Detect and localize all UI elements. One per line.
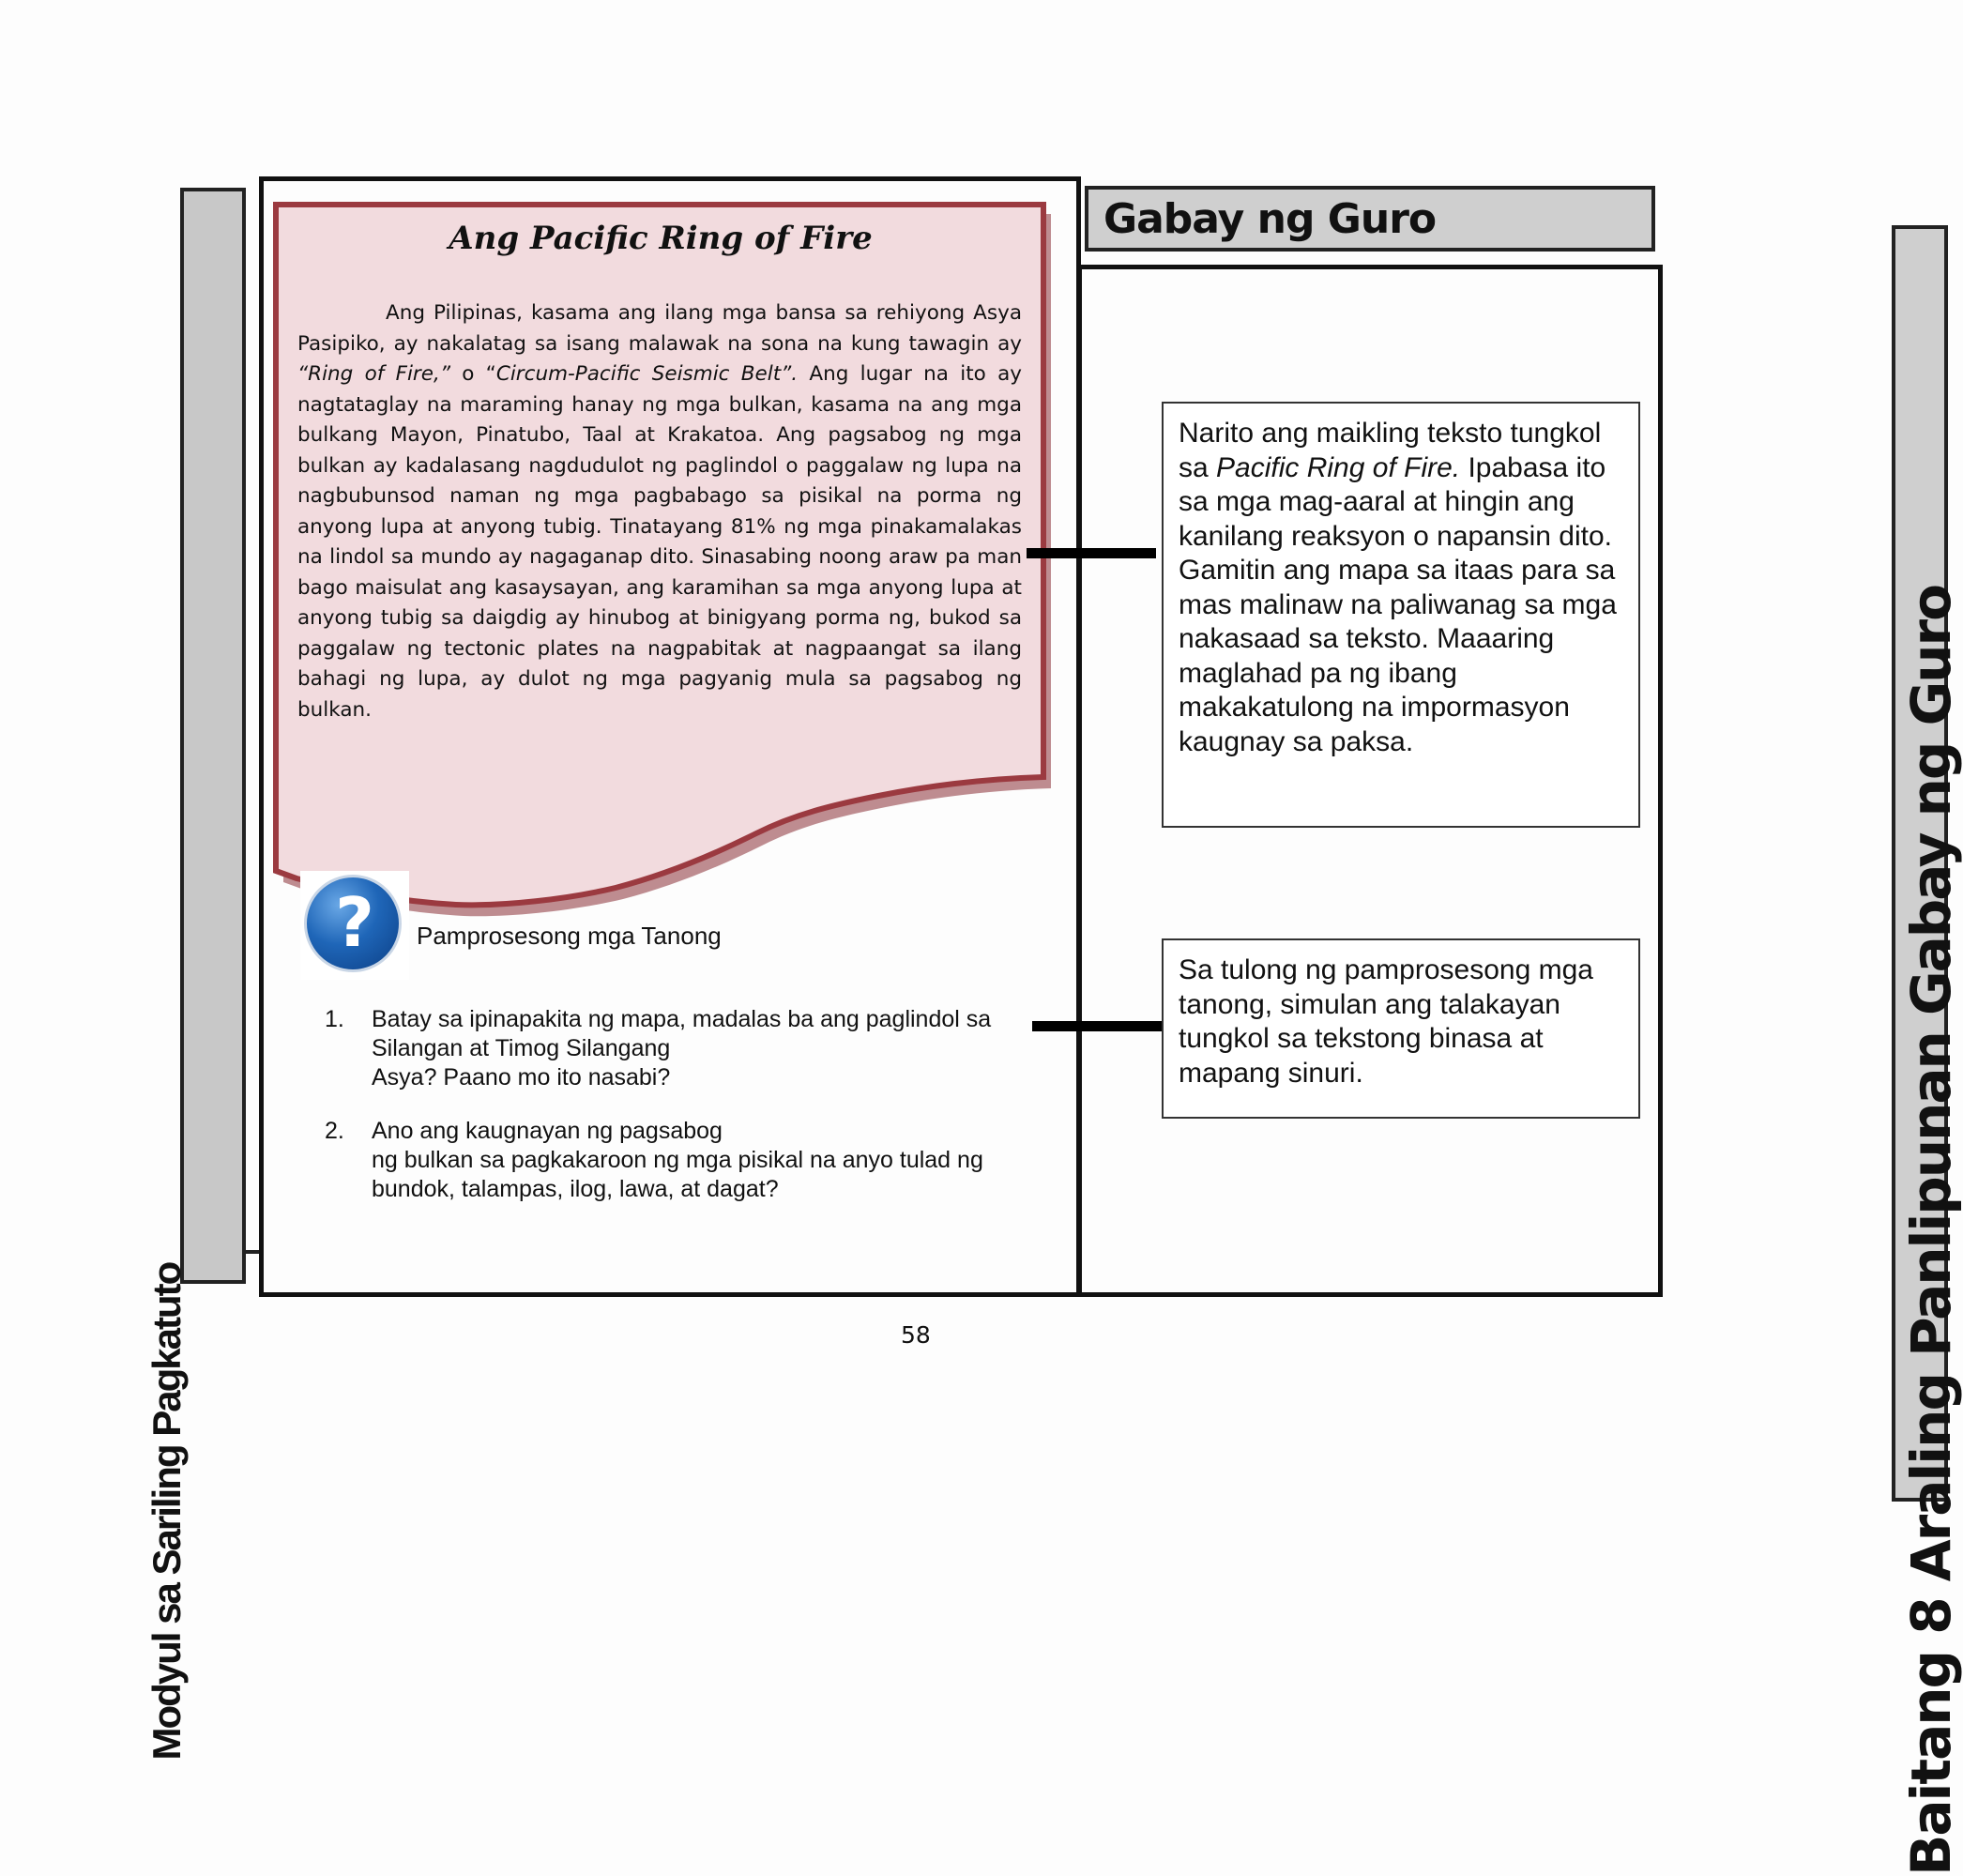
process-questions-title: Pamprosesong mga Tanong: [417, 922, 722, 950]
note-connector-1: [1027, 548, 1156, 558]
reading-paragraph: Ang Pilipinas, kasama ang ilang mga bansa sa rehiyong Asya Pasipiko, ay nakalatag sa isang malawak na sona na kung tawagin ay “Ring of Fire,” o “Circum-Pacific Seismic Belt”. Ang lugar na ito ay nagtataglay na maraming hanay ng mga bulkan, kasama na ang mga bulkang Mayon, Pinatubo, Taal at Krakatoa. Ang pagsabog ng mga bulkan ay kadalasang nagdudulot ng paglindol o paggalaw ng lupa na nagbubunsod naman ng mga pagbabago sa pisikal na porma ng anyong lupa at anyong tubig. Tinatayang 81% ng mga pinakamalakas na lindol sa mundo ay nagaganap dito. Sinasabing noong araw pa man bago maisulat ang kasaysayan, ang karamihan sa mga anyong lupa at anyong tubig sa daigdig ay hinubog at binigyang porma ng, bukod sa paggalaw ng tectonic plates na nagpabitak at nagpaangat sa ilang bahagi ng lupa, ay dulot ng mga pagyanig mula sa pagsabog ng bulkan.: [297, 301, 1022, 722]
reading-card: [272, 201, 1049, 923]
note-connector-2: [1032, 1021, 1162, 1031]
guide-side-banner-text: Baitang 8 Araling Panlipunan Gabay ng Guro: [1899, 586, 1963, 1876]
teacher-guide-header: Gabay ng Guro: [1085, 186, 1655, 252]
page-number: 58: [901, 1321, 931, 1349]
guide-side-banner: [1892, 225, 1963, 1876]
teacher-note-questions: Sa tulong ng pamprosesong mga tanong, simulan ang talakayan tungkol sa tekstong binasa at mapang sinuri.: [1162, 938, 1640, 1119]
teacher-note-reading: Narito ang maikling teksto tungkol sa Pacific Ring of Fire. Ipabasa ito sa mga mag-aaral at hingin ang kanilang reaksyon o napansin dito. Gamitin ang mapa sa itaas para sa mas malinaw na paliwanag sa mga nakasaad sa teksto. Maaaring maglahad pa ng ibang makakatulong na impormasyon kaugnay sa paksa.: [1162, 402, 1640, 828]
module-side-banner: [145, 188, 246, 1761]
question-mark-icon: ?: [300, 871, 409, 980]
module-side-banner-text: Modyul sa Sariling Pagkatuto: [145, 1263, 189, 1761]
reading-title: Ang Pacific Ring of Fire: [449, 220, 873, 257]
